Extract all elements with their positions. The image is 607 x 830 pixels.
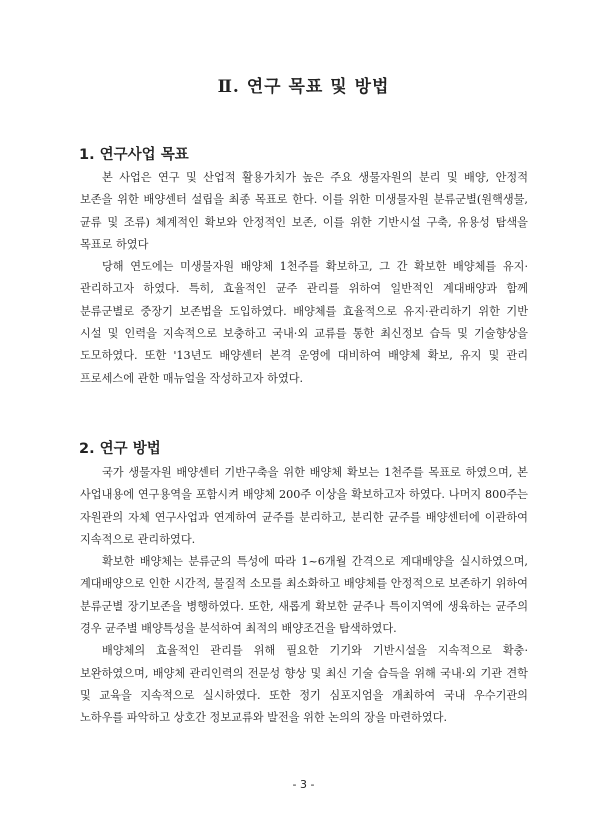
- paragraph: 본 사업은 연구 및 산업적 활용가치가 높은 주요 생물자원의 분리 및 배양, 안정적 보존을 위한 배양센터 설립을 최종 목표로 한다. 이를 위한 미생물자원 분류군별(원핵생물, 균류 및 조류) 체계적인 확보와 안정적인 보존, 이를 위한 기반시설 구축, 유용성 탐색을 목표로 하였다: [80, 171, 528, 251]
- paragraph: 배양체의 효율적인 관리를 위해 필요한 기기와 기반시설을 지속적으로 확충·보완하였으며, 배양체 관리인력의 전문성 향상 및 최신 기술 습득을 위해 국내·외 기관 견학 및 교육을 지속적으로 실시하였다. 또한 정기 심포지엄을 개최하여 국내 우수기관의 노하우를 파악하고 상호간 정보교류와 발전을 위한 논의의 장을 마련하였다.: [80, 644, 528, 725]
- chapter-title: Ⅱ. 연구 목표 및 방법: [217, 77, 390, 97]
- section-body-research-method: [80, 462, 528, 730]
- paragraph: 확보한 배양체는 분류군의 특성에 따라 1~6개월 간격으로 계대배양을 실시하였으며, 계대배양으로 인한 시간적, 물질적 소모를 최소화하고 배양체를 안정적으로 보존하기 위하여 분류군별 장기보존을 병행하였다. 또한, 새롭게 확보한 균주나 특이지역에 생육하는 균주의 경우 균주별 배양특성을 분석하여 최적의 배양조건을 탐색하였다.: [80, 555, 528, 636]
- section-heading-research-method: 2. 연구 방법: [79, 441, 161, 457]
- paragraph: 당해 연도에는 미생물자원 배양체 1천주를 확보하고, 그 간 확보한 배양체를 유지·관리하고자 하였다. 특히, 효율적인 균주 관리를 위하여 일반적인 계대배양과 함께 분류군별로 중장기 보존법을 도입하였다. 배양체를 효율적으로 유지·관리하기 위한 기반 시설 및 인력을 지속적으로 보충하고 국내·외 교류를 통한 최신정보 습득 및 기술향상을 도모하였다. 또한 '13년도 배양센터 본격 운영에 대비하여 배양체 확보, 유지 및 관리 프로세스에 관한 매뉴얼을 작성하고자 하였다.: [80, 260, 528, 385]
- section-heading-research-goal: 1. 연구사업 목표: [79, 147, 189, 163]
- paragraph: 국가 생물자원 배양센터 기반구축을 위한 배양체 확보는 1천주를 목표로 하였으며, 본 사업내용에 연구용역을 포함시켜 배양체 200주 이상을 확보하고자 하였다. 나머지 800주는 자원관의 자체 연구사업과 연계하여 균주를 분리하고, 분리한 균주를 배양센터에 이관하여 지속적으로 관리하였다.: [80, 466, 528, 546]
- section-body-research-goal: [80, 167, 528, 390]
- page-number: - 3 -: [292, 778, 315, 791]
